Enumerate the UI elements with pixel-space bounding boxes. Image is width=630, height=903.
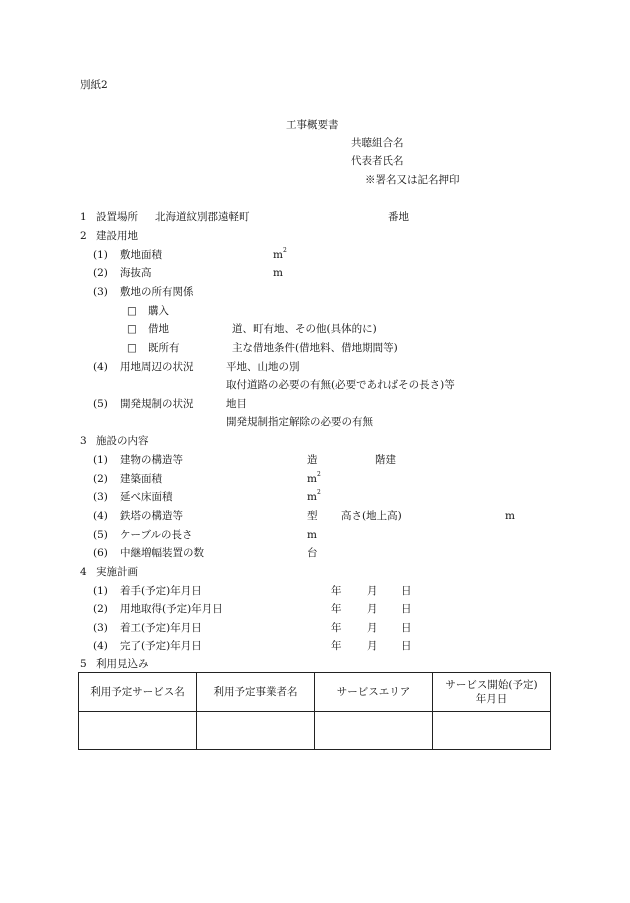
sec4-item2-label: 用地取得(予定)年月日	[120, 603, 223, 615]
sec3-floor-area-label: 延べ床面積	[120, 491, 173, 503]
sec3-building-area-number: (2)	[93, 473, 108, 485]
sec4-item2-number: (2)	[93, 603, 108, 615]
sec4-item3-day: 日	[401, 622, 412, 634]
header-service-name: 利用予定サービス名	[79, 673, 197, 712]
sec4-item4-year: 年	[331, 640, 342, 652]
sec4-item3-label: 着工(予定)年月日	[120, 622, 202, 634]
sec4-item3-month: 月	[367, 622, 378, 634]
header-start-date	[433, 673, 551, 712]
cell-provider-name[interactable]	[197, 712, 315, 750]
document-title: 工事概要書	[286, 119, 339, 131]
ownership-purchase-checkbox[interactable]: □	[127, 305, 137, 317]
usage-table-header-row	[79, 673, 551, 712]
sec3-cable-unit: m	[307, 529, 317, 541]
ownership-lease-note: 道、町有地、その他(具体的に)	[232, 323, 377, 335]
sec3-amplifier-number: (6)	[93, 547, 108, 559]
sec2-number: 2	[80, 230, 87, 242]
sec3-building-area-unit: $m^2$	[307, 471, 321, 485]
sec2-area-label: 敷地面積	[120, 249, 162, 261]
cell-start-date[interactable]	[433, 712, 551, 750]
sec5-title: 利用見込み	[96, 658, 149, 670]
sec3-structure-number: (1)	[93, 454, 108, 466]
ownership-owned-checkbox[interactable]: □	[127, 342, 137, 354]
ownership-owned-label: 既所有	[148, 342, 180, 354]
sec2-title: 建設用地	[96, 230, 138, 242]
sec2-surroundings-number: (4)	[93, 361, 108, 373]
sec2-ownership-number: (3)	[93, 286, 108, 298]
sec1-location: 北海道紋別郡遠軽町	[155, 211, 250, 223]
sec3-building-area-label: 建築面積	[120, 473, 162, 485]
ownership-lease-label: 借地	[148, 323, 169, 335]
sec3-structure-unit2: 階建	[375, 454, 396, 466]
sec4-item2-month: 月	[367, 603, 378, 615]
sec4-item1-year: 年	[331, 585, 342, 597]
sec5-number: 5	[80, 658, 87, 670]
sec4-item1-day: 日	[401, 585, 412, 597]
header-start-date-line1: サービス開始(予定)	[445, 679, 538, 691]
applicant-org-label: 共聴組合名	[351, 137, 404, 149]
sec3-floor-area-number: (3)	[93, 491, 108, 503]
sec2-ownership-label: 敷地の所有関係	[120, 286, 194, 298]
sec3-amplifier-unit: 台	[307, 547, 318, 559]
sec4-item1-number: (1)	[93, 585, 108, 597]
sec2-area-unit: $m^2$	[273, 247, 287, 261]
ownership-purchase-label: 購入	[148, 305, 169, 317]
sec2-elevation-number: (2)	[93, 267, 108, 279]
usage-table-row	[79, 712, 551, 750]
ownership-lease-checkbox[interactable]: □	[127, 323, 137, 335]
sec3-title: 施設の内容	[96, 435, 149, 447]
sec2-elevation-unit: m	[273, 267, 283, 279]
cell-service-name[interactable]	[79, 712, 197, 750]
sec3-cable-label: ケーブルの長さ	[120, 529, 193, 541]
sec3-structure-unit1: 造	[307, 454, 318, 466]
sec2-surroundings-label: 用地周辺の状況	[120, 361, 194, 373]
sec3-amplifier-label: 中継増幅装置の数	[120, 547, 204, 559]
sec3-tower-label: 鉄塔の構造等	[120, 510, 183, 522]
sec4-item4-label: 完了(予定)年月日	[120, 640, 202, 652]
sec3-tower-number: (4)	[93, 510, 108, 522]
sec4-title: 実施計画	[96, 566, 138, 578]
sec3-structure-label: 建物の構造等	[120, 454, 183, 466]
sec2-regulation-line2: 開発規制指定解除の必要の有無	[226, 416, 373, 428]
sec2-regulation-number: (5)	[93, 398, 108, 410]
usage-table	[78, 672, 551, 750]
sec1-number: 1	[80, 211, 87, 223]
sec3-tower-unit1: 型	[307, 510, 318, 522]
sec1-banchi: 番地	[388, 211, 409, 223]
sec3-tower-unit2: m	[505, 510, 515, 522]
sec4-item3-year: 年	[331, 622, 342, 634]
sec2-regulation-label: 開発規制の状況	[120, 398, 194, 410]
header-service-area: サービスエリア	[315, 673, 433, 712]
sec2-regulation-line1: 地目	[226, 398, 247, 410]
sec2-elevation-label: 海抜高	[120, 267, 152, 279]
sec3-cable-number: (5)	[93, 529, 108, 541]
sec2-area-number: (1)	[93, 249, 108, 261]
sec3-number: 3	[80, 435, 87, 447]
sec4-item1-month: 月	[367, 585, 378, 597]
attachment-number: 別紙2	[80, 79, 108, 91]
sec1-label: 設置場所	[96, 211, 138, 223]
sec4-item2-year: 年	[331, 603, 342, 615]
sec4-item4-day: 日	[401, 640, 412, 652]
ownership-owned-note: 主な借地条件(借地料、借地期間等)	[232, 342, 398, 354]
seal-note: ※署名又は記名押印	[365, 174, 460, 186]
header-provider-name: 利用予定事業者名	[197, 673, 315, 712]
sec4-item3-number: (3)	[93, 622, 108, 634]
sec3-floor-area-unit: $m^2$	[307, 489, 321, 503]
sec3-tower-height-label: 高さ(地上高)	[341, 510, 402, 522]
sec4-item4-number: (4)	[93, 640, 108, 652]
sec2-surroundings-line2: 取付道路の必要の有無(必要であればその長さ)等	[226, 379, 455, 391]
sec2-surroundings-line1: 平地、山地の別	[226, 361, 300, 373]
sec4-item2-day: 日	[401, 603, 412, 615]
header-start-date-line2: 年月日	[475, 693, 508, 705]
sec4-number: 4	[80, 566, 87, 578]
cell-service-area[interactable]	[315, 712, 433, 750]
representative-label: 代表者氏名	[351, 155, 404, 167]
sec4-item1-label: 着手(予定)年月日	[120, 585, 202, 597]
sec4-item4-month: 月	[367, 640, 378, 652]
